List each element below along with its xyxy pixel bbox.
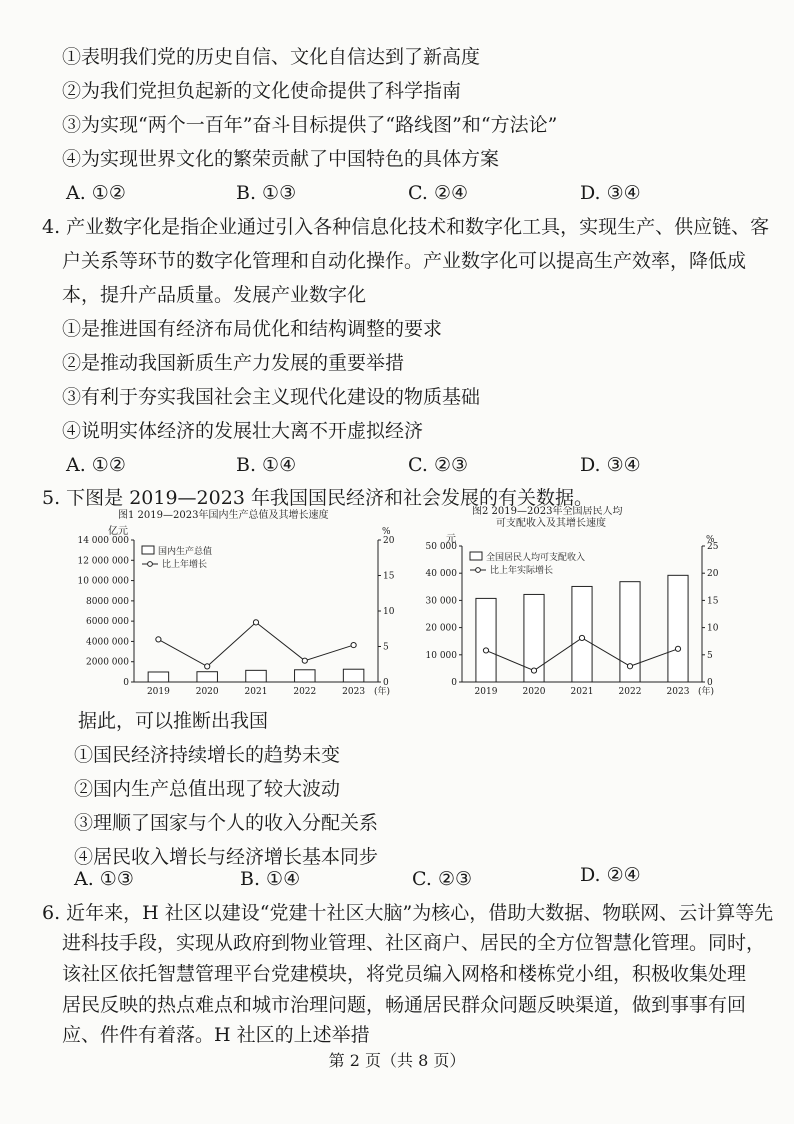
q4-item-4: ④说明实体经济的发展壮大离不开虚拟经济: [62, 420, 424, 442]
left-tick-label: 2000 000: [86, 657, 129, 668]
growth-point: [302, 658, 307, 663]
right-tick-label: 20: [383, 536, 395, 546]
left-tick-label: 20 000: [425, 623, 457, 634]
left-axis-unit: 元: [446, 534, 456, 545]
x-tick-label: 2023: [666, 687, 690, 697]
q4-item-1: ①是推进国有经济布局优化和结构调整的要求: [62, 318, 443, 340]
right-tick-label: 20: [707, 569, 719, 580]
q3-item-1: ①表明我们党的历史自信、文化自信达到了新高度: [62, 46, 481, 68]
legend-bar-swatch: [142, 546, 154, 554]
q4-stem-line-1: 4. 产业数字化是指企业通过引入各种信息化技术和数字化工具，实现生产、供应链、客: [42, 216, 770, 238]
x-tick-label: 2020: [522, 687, 546, 697]
q4-option-a: A. ①②: [66, 454, 126, 476]
right-axis-unit: %: [382, 527, 391, 537]
legend-line-marker: [476, 568, 481, 573]
left-tick-label: 0: [451, 678, 457, 688]
q3-item-3: ③为实现“两个一百年”奋斗目标提供了“路线图”和“方法论”: [62, 114, 558, 136]
q4-item-3: ③有利于夯实我国社会主义现代化建设的物质基础: [62, 386, 481, 408]
bar: [246, 670, 266, 682]
q6-stem-line-2: 进科技手段，实现从政府到物业管理、社区商户、居民的全方位智慧化管理。同时，: [62, 932, 766, 954]
left-tick-label: 12 000 000: [77, 556, 129, 567]
x-tick-label: 2019: [474, 687, 498, 697]
legend-line-label: 比上年实际增长: [490, 566, 554, 576]
right-tick-label: 15: [707, 596, 719, 607]
q6-stem-line-5: 应、件件有着落。H 社区的上述举措: [62, 1024, 370, 1046]
x-tick-label: 2022: [618, 687, 642, 697]
q6-stem-line-4: 居民反映的热点难点和城市治理问题，畅通居民群众问题反映渠道，做到事事有回: [62, 994, 747, 1016]
x-axis-unit: (年): [698, 687, 715, 697]
left-tick-label: 50 000: [425, 542, 457, 552]
q3-item-4: ④为实现世界文化的繁荣贡献了中国特色的具体方案: [62, 148, 500, 170]
q5-after: 据此，可以推断出我国: [78, 710, 269, 732]
chart-title: 可支配收入及其增长速度: [496, 518, 606, 529]
growth-point: [579, 635, 584, 640]
left-tick-label: 8000 000: [86, 596, 129, 607]
q5-item-2: ②国内生产总值出现了较大波动: [74, 778, 341, 800]
x-tick-label: 2019: [146, 687, 170, 697]
bar: [572, 586, 592, 682]
q3-option-d: D. ③④: [580, 182, 641, 204]
growth-point: [205, 664, 210, 669]
x-tick-label: 2022: [293, 687, 317, 697]
q4-stem-line-3: 本，提升产品质量。发展产业数字化: [62, 284, 367, 306]
q6-stem-line-1: 6. 近年来，H 社区以建设“党建十社区大脑”为核心，借助大数据、物联网、云计算等先: [42, 902, 774, 924]
right-tick-label: 0: [707, 678, 713, 688]
legend-line-label: 比上年增长: [162, 560, 208, 570]
q5-option-c: C. ②③: [412, 868, 473, 890]
bar: [148, 672, 168, 682]
right-tick-label: 10: [707, 623, 719, 634]
legend-bar-label: 国内生产总值: [158, 547, 213, 557]
left-tick-label: 4000 000: [86, 637, 129, 648]
growth-point: [675, 646, 680, 651]
q4-item-2: ②是推动我国新质生产力发展的重要举措: [62, 352, 405, 374]
right-tick-label: 5: [707, 650, 713, 661]
right-tick-label: 5: [383, 642, 389, 653]
bar: [295, 670, 315, 682]
q5-option-d: D. ②④: [580, 864, 641, 886]
growth-point: [156, 637, 161, 642]
right-tick-label: 25: [707, 542, 719, 552]
q3-item-2: ②为我们党担负起新的文化使命提供了科学指南: [62, 80, 462, 102]
q4-stem-line-2: 户关系等环节的数字化管理和自动化操作。产业数字化可以提高生产效率，降低成: [62, 250, 747, 272]
left-tick-label: 6000 000: [86, 617, 129, 628]
q5-stem: 5. 下图是 2019—2023 年我国国民经济和社会发展的有关数据。: [42, 487, 593, 509]
growth-point: [627, 664, 632, 669]
right-axis-unit: %: [706, 535, 715, 545]
page-footer: 第 2 页（共 8 页）: [328, 1051, 466, 1070]
growth-point: [483, 648, 488, 653]
left-tick-label: 30 000: [425, 596, 457, 607]
growth-point: [253, 620, 258, 625]
q5-option-a: A. ①③: [74, 868, 134, 890]
q6-stem-line-3: 该社区依托智慧管理平台党建模块，将党员编入网格和楼栋党小组，积极收集处理: [62, 963, 747, 985]
right-tick-label: 0: [383, 678, 389, 688]
left-tick-label: 40 000: [425, 569, 457, 580]
q5-item-3: ③理顺了国家与个人的收入分配关系: [74, 812, 379, 834]
growth-point: [351, 642, 356, 647]
x-axis-unit: (年): [374, 687, 391, 697]
q4-option-b: B. ①④: [236, 454, 297, 476]
chart-title: 图2 2019—2023年全国居民人均: [472, 506, 623, 517]
left-tick-label: 10 000 000: [77, 576, 129, 587]
chart-title: 图1 2019—2023年国内生产总值及其增长速度: [118, 510, 329, 521]
left-axis-unit: 亿元: [108, 526, 128, 537]
bar: [476, 598, 496, 682]
x-tick-label: 2020: [195, 687, 219, 697]
q3-option-c: C. ②④: [408, 182, 469, 204]
q5-option-b: B. ①④: [240, 868, 301, 890]
q3-option-b: B. ①③: [236, 182, 297, 204]
left-tick-label: 14 000 000: [77, 536, 129, 546]
bar: [343, 669, 363, 682]
growth-line: [158, 622, 353, 666]
left-tick-label: 0: [123, 678, 129, 688]
x-tick-label: 2021: [244, 687, 268, 697]
bar: [197, 672, 217, 682]
chart-income: [412, 506, 732, 700]
q4-option-c: C. ②③: [408, 454, 469, 476]
legend-bar-swatch: [470, 552, 482, 560]
bar: [668, 575, 688, 682]
chart-gdp: [60, 508, 400, 700]
q5-item-4: ④居民收入增长与经济增长基本同步: [74, 846, 379, 868]
left-tick-label: 10 000: [425, 650, 457, 661]
legend-line-marker: [148, 562, 153, 567]
legend-bar-label: 全国居民人均可支配收入: [486, 553, 586, 563]
x-tick-label: 2021: [570, 687, 594, 697]
x-tick-label: 2023: [342, 687, 366, 697]
q5-item-1: ①国民经济持续增长的趋势未变: [74, 744, 341, 766]
right-tick-label: 15: [383, 571, 395, 582]
q4-option-d: D. ③④: [580, 454, 641, 476]
right-tick-label: 10: [383, 607, 395, 617]
q3-option-a: A. ①②: [66, 182, 126, 204]
growth-point: [531, 668, 536, 673]
